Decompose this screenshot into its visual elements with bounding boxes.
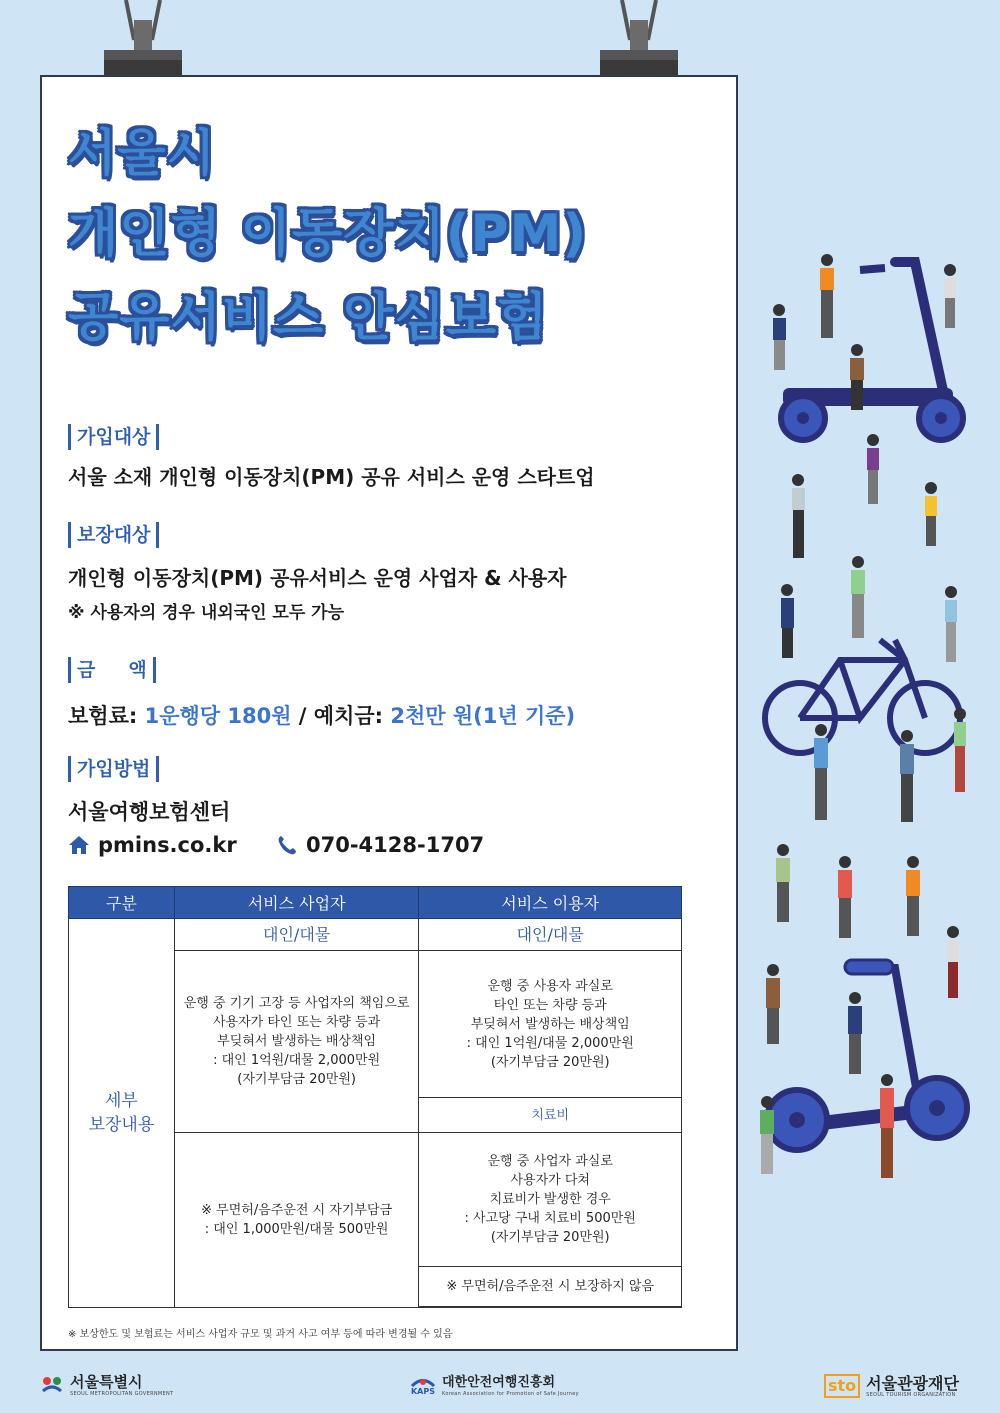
kaps-mark-icon: [410, 1375, 436, 1387]
coverage-table: [68, 886, 682, 1308]
phone-number[interactable]: 070-4128-1707: [306, 833, 485, 857]
kaps-logo-text: 대한안전여행진흥회: [442, 1375, 556, 1390]
user-liability-cell: 운행 중 사용자 과실로 타인 또는 차량 등과 부딪혀서 발생하는 배상책임 : 대인 1억원/대물 2,000만원 (자기부담금 20만원): [419, 951, 682, 1098]
user-medical-subheading: 치료비: [419, 1098, 682, 1133]
coverage-note: ※ 사용자의 경우 내외국인 모두 가능: [68, 603, 345, 623]
operator-subheading: 대인/대물: [174, 919, 419, 951]
bicycle-icon: [765, 640, 960, 753]
user-exclusion-cell: ※ 무면허/음주운전 시 보장하지 않음: [419, 1267, 682, 1307]
target-text: 서울 소재 개인형 이동장치(PM) 공유 서비스 운영 스타트업: [68, 465, 595, 489]
seoul-logo-subtext: SEOUL METROPOLITAN GOVERNMENT: [70, 1391, 174, 1397]
amount-line: [68, 700, 575, 730]
sto-logo-text: 서울관광재단: [866, 1373, 959, 1393]
deposit-value: 2천만 원(1년 기준): [390, 704, 576, 728]
kickscooter-icon-top: [781, 262, 963, 440]
header-category: 구분: [69, 887, 175, 919]
seoul-mark-icon: [40, 1375, 64, 1397]
phone-icon: [276, 834, 298, 856]
title-line-2: 개인형 이동장치(PM): [68, 204, 588, 264]
user-medical-cell: 운행 중 사업자 과실로 사용자가 다쳐 치료비가 발생한 경우 : 사고당 구내 치료비 500만원 (자기부담금 20만원): [419, 1133, 682, 1267]
header-user: 서비스 이용자: [419, 887, 682, 919]
seoul-logo: [40, 1374, 173, 1397]
pm-people-illustration: [745, 240, 1000, 1240]
deposit-label: 예치금:: [313, 704, 384, 728]
section-heading-coverage: 보장대상: [68, 522, 159, 548]
header-operator: 서비스 사업자: [174, 887, 419, 919]
seoul-logo-text: 서울특별시: [70, 1373, 143, 1391]
kaps-mark-text: KAPS: [410, 1387, 435, 1396]
insurance-center: 서울여행보험센터: [68, 800, 231, 824]
operator-liability-cell: 운행 중 기기 고장 등 사업자의 책임으로 사용자가 타인 또는 차량 등과 부딪혀서 발생하는 배상책임 : 대인 1억원/대물 2,000만원 (자기부담금 20만원): [174, 951, 419, 1133]
sto-logo-subtext: SEOUL TOURISM ORGANIZATION: [866, 1391, 956, 1398]
user-subheading: 대인/대물: [419, 919, 682, 951]
operator-penalty-cell: ※ 무면허/음주운전 시 자기부담금 : 대인 1,000만원/대물 500만원: [174, 1133, 419, 1308]
section-heading-target: 가입대상: [68, 424, 159, 450]
home-icon: [68, 835, 90, 855]
title-line-1: 서울시: [68, 124, 216, 182]
sto-mark: sto: [824, 1374, 860, 1398]
row-label-detail: 세부 보장내용: [69, 919, 175, 1308]
website-link[interactable]: pmins.co.kr: [98, 833, 237, 857]
table-spacer: [419, 1307, 682, 1308]
sto-logo: [824, 1374, 959, 1398]
footnote: ※ 보상한도 및 보험료는 서비스 사업자 규모 및 과거 사고 여부 등에 따라 변경될 수 있음: [68, 1329, 453, 1340]
kaps-logo: [410, 1374, 579, 1397]
amount-separator: /: [298, 704, 307, 728]
poster-title: [68, 118, 587, 360]
phone-contact[interactable]: [276, 833, 484, 857]
premium-value: 1운행당 180원: [144, 704, 292, 728]
table-header-row: [69, 887, 682, 919]
kaps-logo-subtext: Korean Association for Promotion of Safe Journey: [442, 1391, 579, 1397]
coverage-text: 개인형 이동장치(PM) 공유서비스 운영 사업자 & 사용자: [68, 566, 567, 590]
section-heading-amount: 금 액: [68, 657, 156, 683]
title-line-3: 공유서비스 안심보험: [68, 288, 549, 348]
website-contact[interactable]: [68, 833, 237, 857]
premium-label: 보험료:: [68, 704, 138, 728]
section-heading-method: 가입방법: [68, 756, 159, 782]
